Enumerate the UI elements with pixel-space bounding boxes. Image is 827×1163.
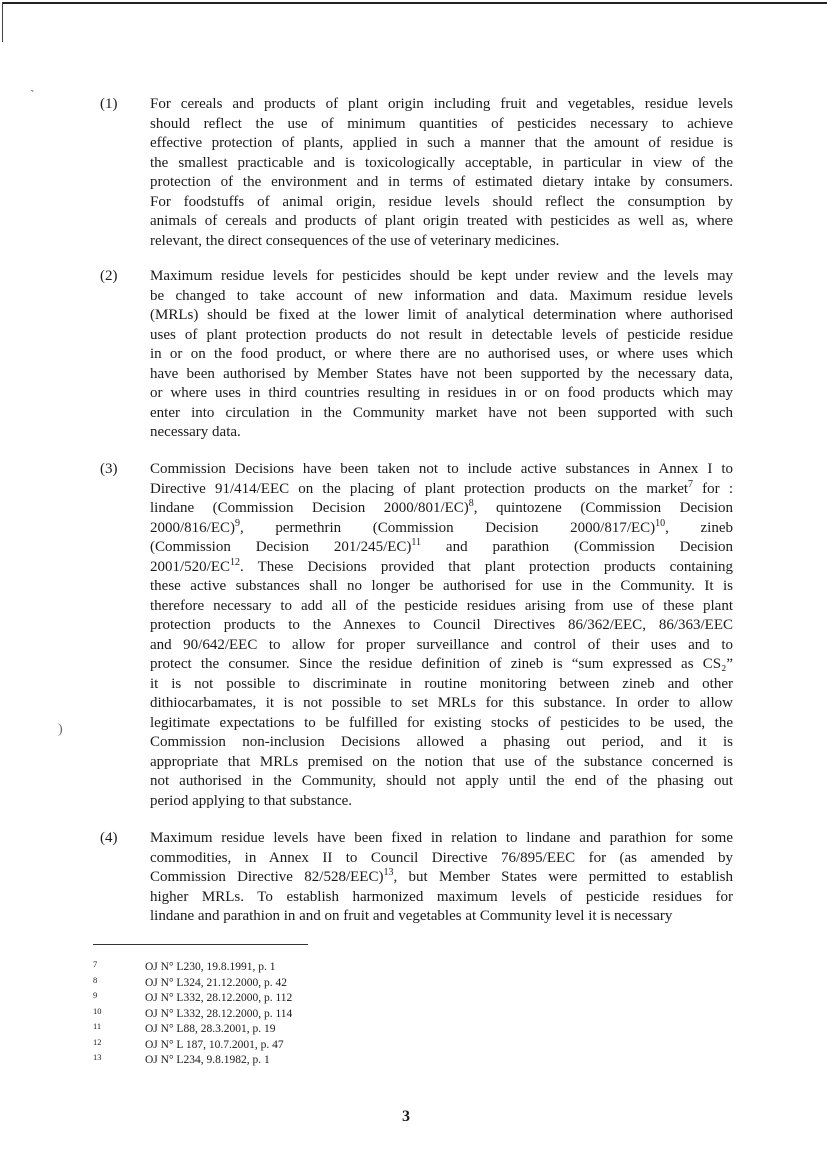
text-line: it is not possible to discriminate in routine monitoring between zineb and other	[150, 675, 733, 692]
paragraph-number: (4)	[100, 830, 118, 846]
text-line: commodities, in Annex II to Council Directive 76/895/EEC for (as amended by	[150, 849, 733, 866]
footnote-ref: 10	[655, 517, 666, 529]
text-line: appropriate that MRLs premised on the notion that use of the substance concerned is	[150, 753, 733, 770]
text-line: For cereals and products of plant origin including fruit and vegetables, residue levels	[150, 96, 733, 112]
text-line: relevant, the direct consequences of the use of veterinary medicines.	[150, 232, 560, 249]
footnote-ref: 11	[411, 537, 422, 548]
footnote-ref: 8	[468, 498, 474, 509]
text-line: For foodstuffs of animal origin, residue levels should reflect the consumption by	[150, 193, 733, 210]
text-line: or where uses in third countries resulting in residues in or on food products which may	[150, 385, 733, 401]
text-line: not authorised in the Community, should not apply until the end of the phasing out	[150, 773, 733, 789]
footnote	[93, 1038, 493, 1054]
text-line: effective protection of plants, applied in such a manner that the amount of residue is	[150, 135, 733, 151]
footnote-number: 9	[93, 990, 98, 1000]
text-line: enter into circulation in the Community market have not been supported with such	[150, 404, 733, 421]
footnote-ref: 9	[235, 517, 240, 529]
text-line: should reflect the use of minimum quantities of pesticides necessary to achieve	[150, 115, 733, 132]
footnote-text: OJ N° L 187, 10.7.2001, p. 47	[145, 1038, 284, 1051]
text-line: necessary data.	[150, 424, 241, 440]
footnote-ref: 7	[688, 478, 694, 490]
footnote-separator	[93, 944, 308, 945]
footnotes	[93, 960, 493, 1069]
footnote	[93, 991, 493, 1007]
footnote	[93, 960, 493, 976]
text-line: Directive 91/414/EEC on the placing of plant protection products on the market$^7$ for :	[150, 478, 733, 497]
paragraph-text	[150, 95, 733, 251]
paragraph-1	[100, 95, 733, 251]
paragraph-text	[150, 267, 733, 443]
footnote	[93, 976, 493, 992]
footnote-number: 10	[93, 1005, 102, 1016]
footnote-number: 7	[93, 959, 98, 969]
text-line: period applying to that substance.	[150, 792, 353, 809]
footnote-text: OJ N° L324, 21.12.2000, p. 42	[145, 976, 287, 989]
paragraph-number: (3)	[100, 461, 118, 477]
text-line: be changed to take account of new information and data. Maximum residue levels	[150, 287, 733, 304]
footnote-text: OJ N° L332, 28.12.2000, p. 114	[145, 1007, 293, 1020]
footnote-text: OJ N° L332, 28.12.2000, p. 112	[145, 992, 293, 1004]
text-line: in or on the food product, or where there are no authorised uses, or where uses which	[150, 346, 733, 362]
text-line: therefore necessary to add all of the pesticide residues arising from use of these plant	[150, 597, 733, 614]
text-line: these active substances shall no longer be authorised for use in the Community. It is	[150, 578, 733, 594]
footnote-number: 8	[93, 974, 98, 985]
text-line: legitimate expectations to be fulfilled for existing stocks of pesticides to be used, the	[150, 714, 733, 731]
text-line: 2000/816/EC)$^9$, permethrin (Commission Decision 2000/817/EC)$^{10}$, zineb	[150, 517, 733, 536]
text-line: (MRLs) should be fixed at the lower limit of analytical determination where authorised	[150, 307, 733, 323]
scan-speck: ˎ	[30, 78, 35, 93]
text-line: higher MRLs. To establish harmonized maximum levels of pesticide residues for	[150, 888, 733, 905]
paragraph-3	[100, 460, 733, 811]
text-line: animals of cereals and products of plant origin treated with pesticides as well as, where	[150, 213, 733, 229]
top-border	[2, 2, 827, 4]
paragraph-text	[150, 460, 733, 811]
text-line: Commission non-inclusion Decisions allowed a phasing out period, and it is	[150, 734, 733, 750]
footnote-text: OJ N° L88, 28.3.2001, p. 19	[145, 1023, 276, 1035]
text-line: lindane (Commission Decision 2000/801/EC)$^8$, quintozene (Commission Decision	[150, 498, 733, 516]
paragraph-text	[150, 829, 733, 927]
page-number: 3	[402, 1108, 410, 1125]
footnote-ref: 13	[383, 867, 394, 878]
scan-bracket: )	[58, 722, 63, 737]
footnote-ref: 12	[230, 556, 241, 568]
text-line: Maximum residue levels have been fixed in relation to lindane and parathion for some	[150, 830, 733, 846]
paragraph-4	[100, 829, 733, 927]
text-line: (Commission Decision 201/245/EC)$^{11}$ and parathion (Commission Decision	[150, 537, 733, 555]
text-line: uses of plant protection products do not result in detectable levels of pesticide residue	[150, 326, 733, 343]
text-line: have been authorised by Member States have not been supported by the necessary data,	[150, 365, 733, 382]
text-line: 2001/520/EC$^{12}$. These Decisions provided that plant protection products containing	[150, 556, 733, 575]
footnote	[93, 1053, 493, 1069]
text-line: protect the consumer. Since the residue definition of zineb is “sum expressed as CS₂”	[150, 656, 733, 672]
text-line: dithiocarbamates, it is not possible to set MRLs for this substance. In order to allow	[150, 695, 733, 711]
text-line: the smallest practicable and is toxicologically acceptable, in particular in view of the	[150, 154, 733, 171]
text-line: lindane and parathion in and on fruit and vegetables at Community level it is necessary	[150, 908, 673, 924]
paragraph-number: (1)	[100, 96, 118, 112]
text-line: and 90/642/EEC to allow for proper surveillance and control of their uses and to	[150, 636, 733, 653]
footnote-number: 11	[93, 1021, 102, 1031]
text-line: Commission Decisions have been taken not to include active substances in Annex I to	[150, 461, 733, 477]
text-line: protection of the environment and in terms of estimated dietary intake by consumers.	[150, 174, 733, 190]
paragraph-2	[100, 267, 733, 443]
text-line: protection products to the Annexes to Council Directives 86/362/EEC, 86/363/EEC	[150, 617, 733, 633]
footnote	[93, 1022, 493, 1038]
footnote-number: 12	[93, 1036, 102, 1047]
left-border	[2, 2, 3, 42]
text-line: Commission Directive 82/528/EEC)$^{13}$, but Member States were permitted to establish	[150, 867, 733, 885]
text-line: Maximum residue levels for pesticides should be kept under review and the levels may	[150, 268, 733, 284]
footnote-text: OJ N° L234, 9.8.1982, p. 1	[145, 1054, 270, 1066]
footnote	[93, 1007, 493, 1023]
paragraph-number: (2)	[100, 268, 118, 284]
footnote-number: 13	[93, 1052, 102, 1062]
footnote-text: OJ N° L230, 19.8.1991, p. 1	[145, 961, 276, 973]
